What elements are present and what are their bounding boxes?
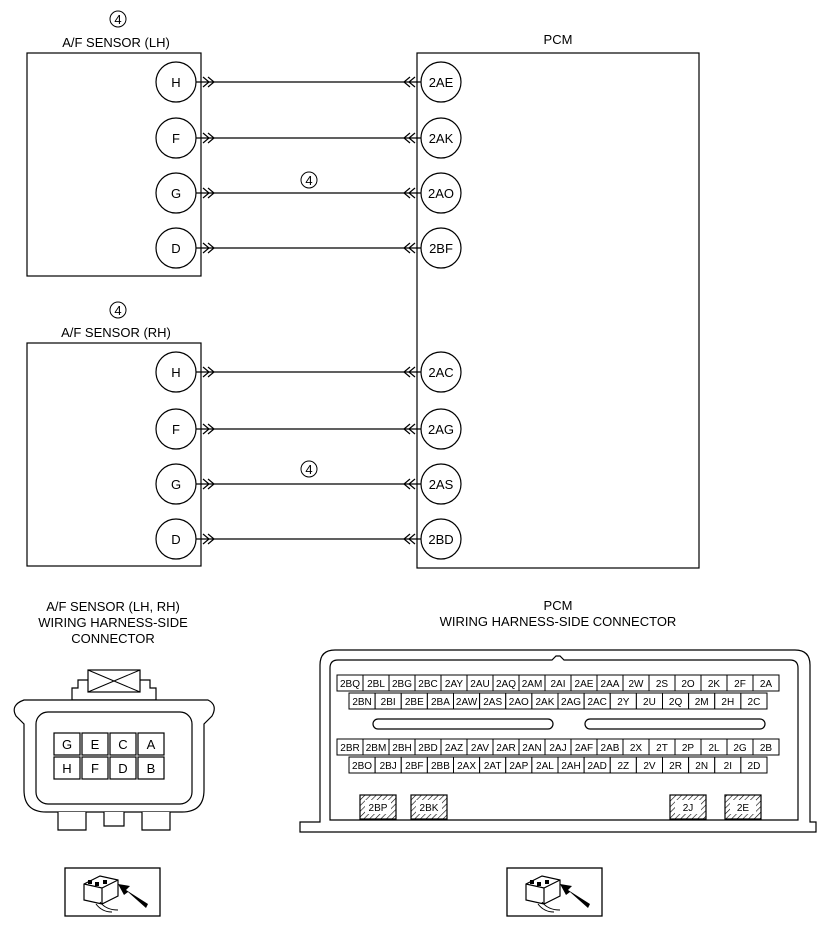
pcm-connector-pin-label: 2AI [550,679,566,690]
pcm-connector-pin-label: 2AG [561,697,582,708]
pcm-connector-pin-label: 2AH [561,761,581,772]
pcm-connector-pin-label: 2S [655,679,669,690]
rh-sensor-pin-label: F [172,422,180,437]
pcm-title: PCM [543,32,573,47]
lh-sensor-pin-label: H [171,75,181,90]
af-connector-pin-label: B [146,761,156,776]
lh-sensor-pin-label: D [171,241,181,256]
pcm-connector-pin-label: 2Z [617,761,630,772]
lh-wire-4 [156,228,461,268]
lh-pcm-pin-label: 2AK [428,131,454,146]
af-connector-pin-label: D [118,761,128,776]
pcm-connector-hatched-pin-label: 2E [736,803,750,814]
pcm-connector-pin-label: 2K [707,679,721,690]
pcm-connector-title-2: WIRING HARNESS-SIDE CONNECTOR [439,614,677,629]
pcm-connector-pin-label: 2AS [483,697,503,708]
pcm-connector-key-right [585,719,765,729]
pcm-connector-pin-label: 2BL [367,679,385,690]
pcm-connector-pin-label: 2H [721,697,735,708]
af-connector-pin-label: C [118,737,128,752]
pcm-connector-pin-label: 2AQ [495,679,517,690]
rh-sensor-pin-label: D [171,532,181,547]
wire-section-number-rh-text: 4 [305,462,313,477]
pcm-connector-pin-label: 2AY [444,679,464,690]
af-connector-tab-right [142,812,170,830]
pcm-connector-pin-label: 2AU [470,679,490,690]
wires-layer [156,62,461,559]
pcm-connector-pin-label: 2AL [536,761,554,772]
section-number-rh: 4 [114,303,122,318]
pcm-connector-pin-label: 2BM [365,743,387,754]
pcm-connector-pin-label: 2AA [600,679,620,690]
rh-pcm-pin-label: 2AC [428,365,454,380]
af-connector-pin-label: A [146,737,156,752]
pcm-connector-pin-label: 2R [669,761,682,772]
af-connector-pin-label: E [90,737,100,752]
pcm-connector-title-1: PCM [543,598,573,613]
pcm-connector-pin-label: 2X [629,743,643,754]
af-connector-body [14,700,214,812]
lh-pcm-pin-label: 2AE [428,75,454,90]
pcm-connector-pin-label: 2BC [418,679,438,690]
pcm-connector-pin-label: 2F [734,679,746,690]
pcm-connector-pin-label: 2AK [535,697,555,708]
rh-sensor-pin-label: H [171,365,181,380]
af-connector-tab-middle [104,812,124,826]
pcm-connector-hatched-pin-label: 2BP [368,803,388,814]
pcm-connector-pin-label: 2AR [496,743,516,754]
harness-side-view-icon-right [507,868,602,916]
pcm-connector-pin-label: 2D [747,761,761,772]
pcm-connector-pin-label: 2BN [352,697,372,708]
pcm-connector-pin-label: 2AJ [549,743,567,754]
pcm-connector-pin-label: 2O [681,679,695,690]
pcm-connector-hatched-pin-label: 2BK [419,803,439,814]
pcm-connector-pin-label: 2U [643,697,656,708]
pcm-connector-pin-label: 2AT [483,761,502,772]
pcm-connector-pin-label: 2BO [352,761,373,772]
pcm-connector-pin-label: 2A [759,679,773,690]
sensor-rh-title: A/F SENSOR (RH) [61,325,171,340]
pcm-connector-pin-label: 2AB [600,743,620,754]
pcm-connector-pin-label: 2AP [509,761,529,772]
pcm-connector-pin-label: 2T [656,743,668,754]
pcm-connector-pin-label: 2L [708,743,720,754]
harness-side-view-icon-left [65,868,160,916]
pcm-connector-pin-label: 2BR [340,743,360,754]
lh-pcm-pin-label: 2AO [427,186,455,201]
pcm-connector-pin-label: 2AV [470,743,490,754]
af-connector-title-1: A/F SENSOR (LH, RH) [46,599,180,614]
rh-pcm-pin-label: 2AG [427,422,455,437]
lh-pcm-pin-label: 2BF [429,241,453,256]
pcm-connector-pin-label: 2N [695,761,709,772]
pcm-connector-pin-label: 2AC [587,697,607,708]
lh-wire-2 [156,118,461,158]
pcm-connector-pin-label: 2AN [522,743,542,754]
af-connector-title-3: CONNECTOR [71,631,155,646]
rh-pcm-pin-label: 2AS [428,477,454,492]
sensor-lh-title: A/F SENSOR (LH) [62,35,170,50]
af-connector-pin-label: H [62,761,72,776]
pcm-connector-pin-label: 2BD [418,743,438,754]
pcm-connector-pin-label: 2I [723,761,732,772]
pcm-connector-pin-label: 2AZ [444,743,464,754]
pcm-connector-pin-label: 2BA [430,697,450,708]
pcm-connector-hatched-pin-label: 2J [682,803,694,814]
pcm-connector-pin-label: 2AM [521,679,543,690]
pcm-connector-pin-label: 2G [733,743,747,754]
pcm-connector-pin-label: 2AO [508,697,529,708]
af-connector-group [14,599,214,830]
wire-section-number-rh [301,461,317,477]
pcm-connector-pin-label: 2AX [457,761,477,772]
pcm-connector-pin-label: 2AD [587,761,607,772]
rh-wire-4 [156,519,461,559]
pcm-connector-pin-label: 2Q [668,697,683,708]
af-connector-pin-label: G [61,737,73,752]
pcm-connector-pin-label: 2BI [380,697,396,708]
lh-sensor-pin-label: F [172,131,180,146]
pcm-connector-pin-label: 2P [681,743,695,754]
pcm-connector-key-left [373,719,553,729]
lh-sensor-pin-label: G [170,186,182,201]
pcm-connector-pin-label: 2AW [455,697,478,708]
pcm-connector-pin-label: 2BH [392,743,412,754]
pcm-connector-pin-label: 2BE [404,697,424,708]
pcm-connector-pin-label: 2AE [574,679,594,690]
af-connector-pin-label: F [91,761,99,776]
af-connector-title-2: WIRING HARNESS-SIDE [38,615,188,630]
lh-wire-1 [156,62,461,102]
rh-wire-2 [156,409,461,449]
pcm-connector-pin-label: 2BJ [379,761,397,772]
pcm-connector-pin-label: 2BG [391,679,413,690]
pcm-connector-pin-label: 2M [694,697,709,708]
pcm-connector-pin-label: 2BQ [339,679,361,690]
rh-wire-1 [156,352,461,392]
pcm-connector-pin-label: 2BB [430,761,450,772]
pcm-connector-group [300,598,816,832]
rh-pcm-pin-label: 2BD [428,532,454,547]
pcm-connector-pin-label: 2W [628,679,644,690]
pcm-connector-pin-label: 2C [747,697,761,708]
pcm-connector-pin-label: 2AF [574,743,594,754]
pcm-connector-pin-label: 2B [759,743,773,754]
rh-sensor-pin-label: G [170,477,182,492]
pcm-connector-pin-label: 2V [643,761,656,772]
section-number-lh: 4 [114,12,122,27]
wire-section-number-lh [301,172,317,188]
pcm-connector-pin-label: 2Y [617,697,630,708]
af-connector-tab-left [58,812,86,830]
wire-section-number-lh-text: 4 [305,173,313,188]
pcm-connector-pin-label: 2BF [405,761,424,772]
